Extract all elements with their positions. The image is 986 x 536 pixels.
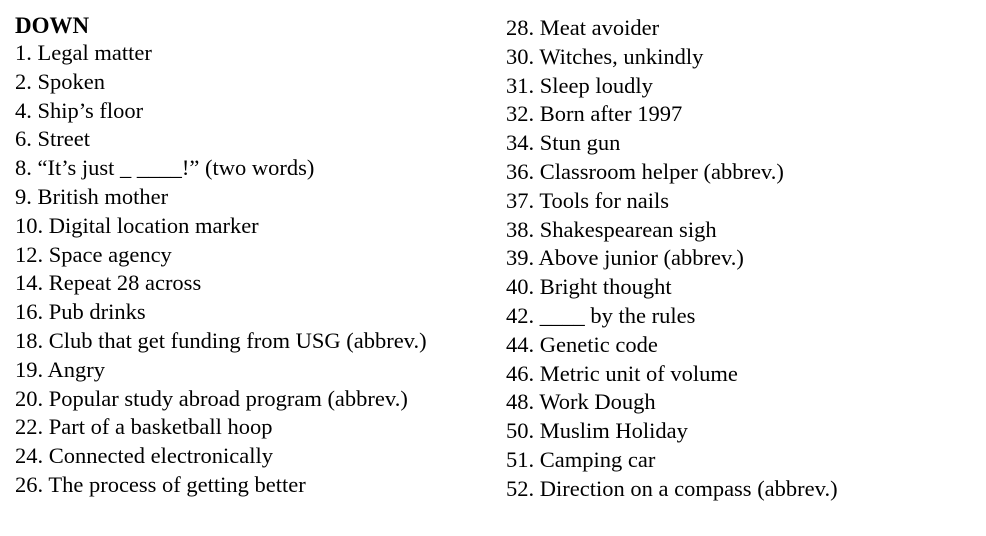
clue-14: 14. Repeat 28 across bbox=[15, 270, 202, 296]
clue-12: 12. Space agency bbox=[15, 241, 172, 267]
clue-52: 52. Direction on a compass (abbrev.) bbox=[506, 475, 838, 501]
clue-19: 19. Angry bbox=[15, 356, 105, 382]
down-clues-right-column bbox=[506, 14, 976, 504]
clue-20: 20. Popular study abroad program (abbrev.) bbox=[15, 385, 408, 411]
clue-2: 2. Spoken bbox=[15, 68, 105, 94]
clue-42: 42. ____ by the rules bbox=[506, 302, 696, 328]
clue-36: 36. Classroom helper (abbrev.) bbox=[506, 158, 784, 184]
clue-50: 50. Muslim Holiday bbox=[506, 418, 688, 444]
clue-6: 6. Street bbox=[15, 126, 90, 152]
clue-28: 28. Meat avoider bbox=[506, 15, 660, 40]
clue-9: 9. British mother bbox=[15, 183, 169, 209]
clue-48: 48. Work Dough bbox=[506, 389, 656, 415]
clue-40: 40. Bright thought bbox=[506, 274, 672, 300]
clue-10: 10. Digital location marker bbox=[15, 212, 259, 238]
clue-38: 38. Shakespearean sigh bbox=[506, 216, 717, 242]
clue-16: 16. Pub drinks bbox=[15, 299, 146, 325]
down-heading: DOWN bbox=[15, 13, 90, 38]
clue-18: 18. Club that get funding from USG (abbrev.) bbox=[15, 327, 427, 353]
clue-8: 8. “It’s just _ ____!” (two words) bbox=[15, 155, 315, 181]
clue-30: 30. Witches, unkindly bbox=[506, 43, 704, 69]
clue-34: 34. Stun gun bbox=[506, 130, 621, 156]
clue-46: 46. Metric unit of volume bbox=[506, 360, 738, 386]
clue-4: 4. Ship’s floor bbox=[15, 97, 144, 123]
clue-32: 32. Born after 1997 bbox=[506, 101, 683, 127]
clue-26: 26. The process of getting better bbox=[15, 471, 306, 497]
clue-31: 31. Sleep loudly bbox=[506, 72, 653, 98]
clue-39: 39. Above junior (abbrev.) bbox=[506, 245, 744, 271]
clue-51: 51. Camping car bbox=[506, 446, 656, 472]
clue-24: 24. Connected electronically bbox=[15, 443, 274, 469]
down-clues-left-column bbox=[15, 12, 500, 500]
clue-37: 37. Tools for nails bbox=[506, 187, 670, 213]
clue-1: 1. Legal matter bbox=[15, 40, 152, 65]
clue-44: 44. Genetic code bbox=[506, 331, 658, 357]
clue-22: 22. Part of a basketball hoop bbox=[15, 414, 273, 440]
